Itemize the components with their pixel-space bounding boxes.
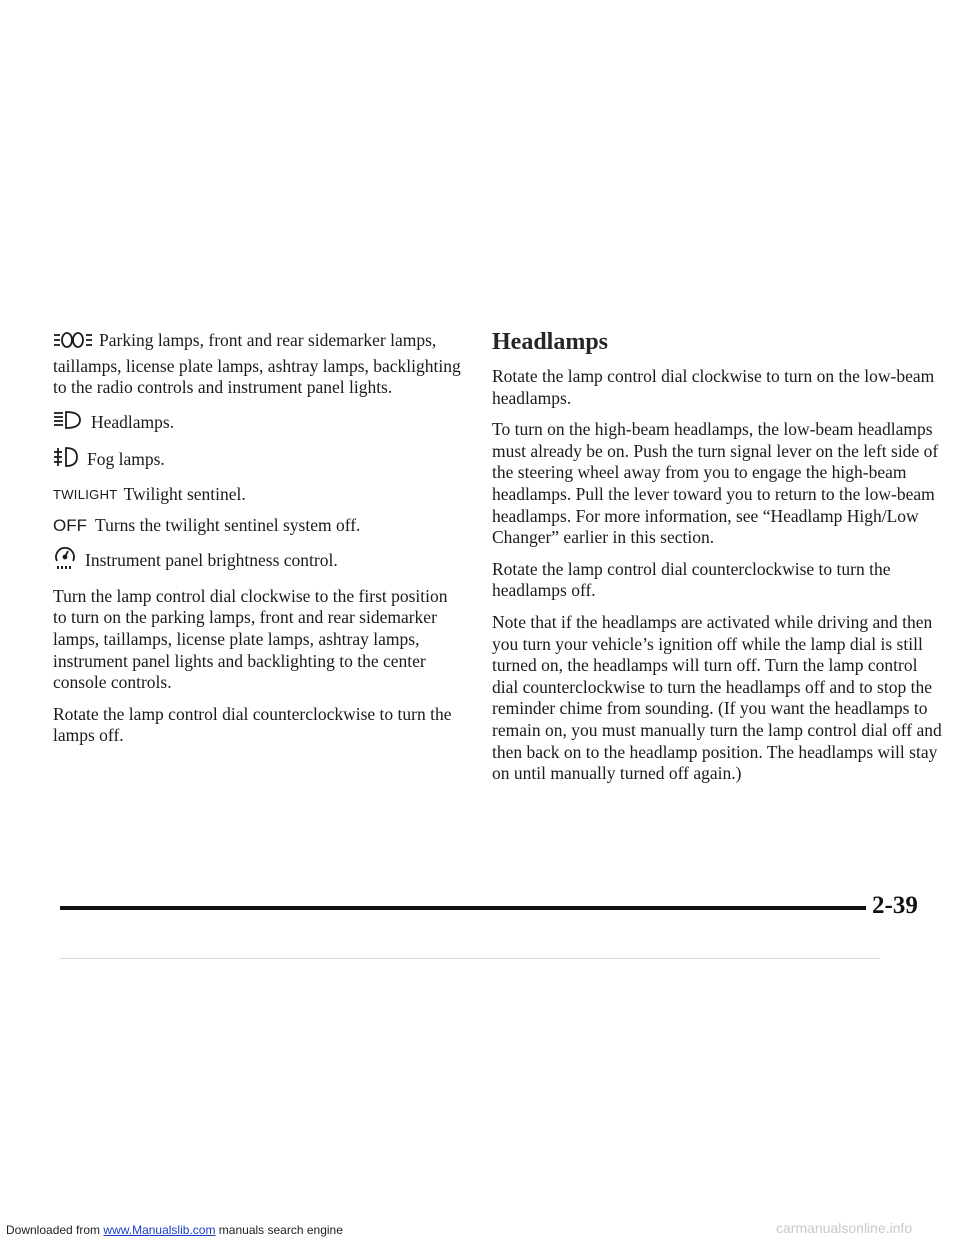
footer-rule [60, 906, 866, 910]
twilight-text: Twilight sentinel. [123, 483, 246, 504]
twilight-code: TWILIGHT [53, 486, 118, 502]
left-column [53, 330, 463, 757]
headlamps-text: Headlamps. [91, 411, 175, 432]
brightness-entry [53, 545, 463, 577]
footer-prefix: Downloaded from [6, 1223, 101, 1237]
left-paragraph-2: Rotate the lamp control dial counterclockwise to turn the lamps off. [53, 703, 452, 746]
fog-lamps-entry [53, 445, 463, 475]
right-paragraph-3: Rotate the lamp control dial counterclockwise to turn the headlamps off. [492, 558, 891, 601]
fog-lamps-text: Fog lamps. [87, 449, 165, 470]
brightness-text: Instrument panel brightness control. [85, 550, 338, 571]
twilight-entry [53, 484, 463, 506]
parking-lamps-entry [53, 330, 463, 399]
off-code: OFF [53, 515, 87, 535]
manualslib-link[interactable]: www.Manualslib.com [103, 1223, 216, 1237]
headlamp-icon [53, 409, 83, 437]
section-heading: Headlamps [492, 329, 609, 355]
right-paragraph-1: Rotate the lamp control dial clockwise to turn on the low-beam headlamps. [492, 366, 935, 408]
right-paragraph-4: Note that if the headlamps are activated while driving and then you turn your vehicle’s ignition off while the lamp dial is still turned on, the headlamps will turn off. Turn the lamp control dial counterclockwise to turn the headlamps off and to stop the reminder chime from sounding. (If you want the headlamps to remain on, you must manually turn the lamp control dial off and then back on to the headlamp position. The headlamps will stay on until manually turned off again.) [492, 611, 942, 784]
brightness-icon [53, 545, 77, 577]
footer-suffix: manuals search engine [218, 1223, 343, 1237]
parking-lamps-text: Parking lamps, front and rear sidemarker lamps, taillamps, license plate lamps, ashtray lamps, backlighting to the radio controls and instrument panel lights. [53, 330, 461, 398]
off-text: Turns the twilight sentinel system off. [95, 514, 361, 535]
left-paragraph-1: Turn the lamp control dial clockwise to the first position to turn on the parking lamps, front and rear sidemarker lamps, taillamps, license plate lamps, ashtray lamps, instrument panel lights and backlighting to the center console controls. [53, 585, 448, 693]
fog-lamp-icon [53, 445, 79, 475]
right-paragraph-2: To turn on the high-beam headlamps, the low-beam headlamps must already be on. Push the turn signal lever on the left side of the steering wheel away from you to engage the high-beam headlamps. Pull the lever toward you to return to the low-beam headlamps. For more information, see “Headlamp High/Low Changer” earlier in this section. [492, 419, 939, 548]
download-footer [6, 1223, 343, 1237]
scan-line [60, 958, 880, 959]
right-column [492, 328, 942, 795]
watermark: carmanualsonline.info [776, 1220, 913, 1236]
page-number: 2-39 [872, 892, 918, 919]
parking-lamp-icon [53, 330, 93, 356]
off-entry [53, 515, 463, 537]
headlamps-entry [53, 409, 463, 437]
